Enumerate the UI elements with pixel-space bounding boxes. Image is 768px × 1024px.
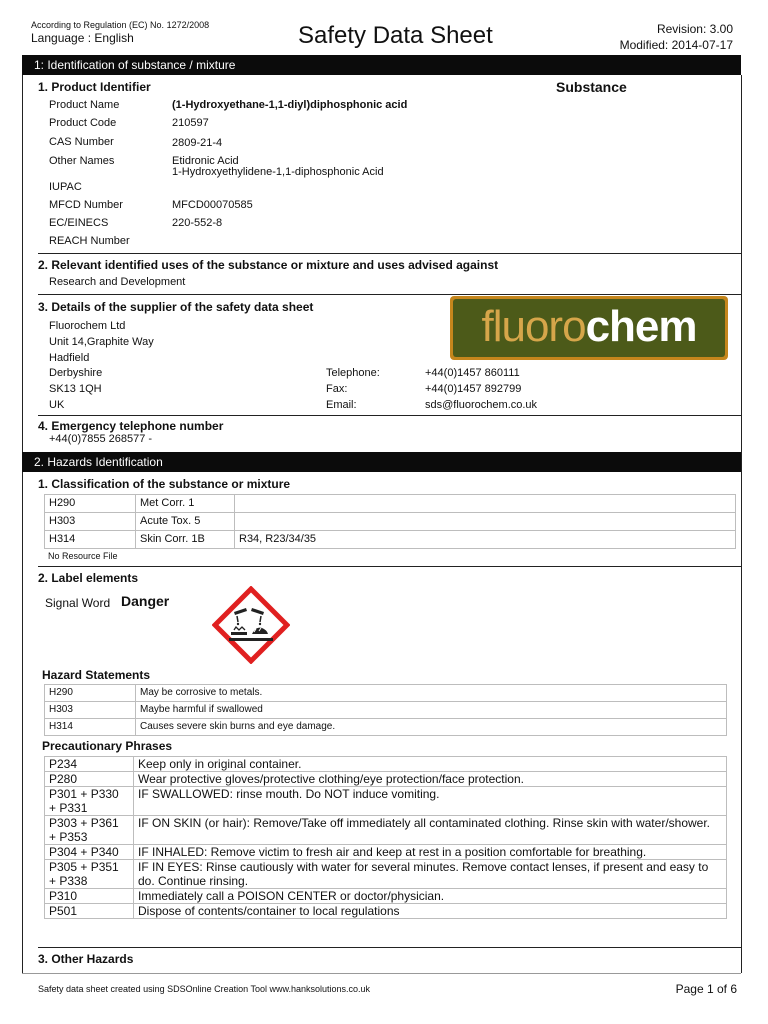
class-category: Met Corr. 1 bbox=[136, 495, 235, 513]
supplier-address-2: Hadfield bbox=[49, 352, 90, 364]
precaution-code: P304 + P340 bbox=[45, 845, 134, 860]
supplier-address-1: Unit 14,Graphite Way bbox=[49, 336, 154, 348]
other-names-value-2: 1-Hydroxyethylidene-1,1-diphosphonic Acid bbox=[172, 166, 384, 178]
right-border bbox=[741, 75, 742, 973]
section-2-bar: 2. Hazards Identification bbox=[22, 452, 741, 472]
label-elements-heading: 2. Label elements bbox=[38, 571, 139, 585]
class-risk bbox=[235, 495, 736, 513]
product-name-value: (1-Hydroxyethane-1,1-diyl)diphosphonic acid bbox=[172, 99, 408, 111]
precaution-text: Wear protective gloves/protective clothing/eye protection/face protection. bbox=[134, 772, 727, 787]
fax-value: +44(0)1457 892799 bbox=[425, 383, 522, 395]
emergency-number: +44(0)7855 268577 - bbox=[49, 433, 153, 445]
hazard-text: Maybe harmful if swallowed bbox=[136, 702, 727, 719]
table-row bbox=[45, 772, 727, 787]
supplier-address-3: Derbyshire bbox=[49, 367, 103, 379]
divider bbox=[38, 294, 741, 295]
precaution-text: IF INHALED: Remove victim to fresh air and keep at rest in a position comfortable for breathing. bbox=[134, 845, 727, 860]
hazard-statements-table bbox=[44, 684, 727, 736]
class-category: Acute Tox. 5 bbox=[136, 513, 235, 531]
table-row bbox=[45, 816, 727, 845]
fax-label: Fax: bbox=[326, 383, 348, 395]
class-code: H303 bbox=[45, 513, 136, 531]
hazard-text: May be corrosive to metals. bbox=[136, 685, 727, 702]
precaution-text: IF ON SKIN (or hair): Remove/Take off immediately all contaminated clothing. Rinse skin with water/shower. bbox=[134, 816, 727, 845]
table-row bbox=[45, 787, 727, 816]
table-row bbox=[45, 702, 727, 719]
page-number: Page 1 of 6 bbox=[675, 982, 737, 996]
signal-word-value: Danger bbox=[121, 593, 170, 609]
revision-label: Revision: 3.00 bbox=[656, 22, 733, 36]
hazard-code: H290 bbox=[45, 685, 136, 702]
table-row bbox=[45, 757, 727, 772]
precaution-text: Keep only in original container. bbox=[134, 757, 727, 772]
precaution-code: P501 bbox=[45, 904, 134, 919]
classification-table bbox=[44, 494, 736, 549]
supplier-name: Fluorochem Ltd bbox=[49, 320, 126, 332]
hazard-text: Causes severe skin burns and eye damage. bbox=[136, 719, 727, 736]
precaution-text: Immediately call a POISON CENTER or doctor/physician. bbox=[134, 889, 727, 904]
table-row bbox=[45, 904, 727, 919]
table-row bbox=[45, 685, 727, 702]
table-row bbox=[45, 860, 727, 889]
supplier-heading: 3. Details of the supplier of the safety data sheet bbox=[38, 300, 314, 314]
language-label: Language : English bbox=[31, 31, 134, 45]
uses-text: Research and Development bbox=[49, 276, 186, 288]
precautionary-heading: Precautionary Phrases bbox=[42, 739, 173, 753]
signal-word-label: Signal Word bbox=[45, 596, 111, 610]
corrosion-pictogram-icon bbox=[212, 586, 290, 664]
precaution-code: P301 + P330 + P331 bbox=[45, 787, 134, 816]
email-value[interactable]: sds@fluorochem.co.uk bbox=[425, 399, 538, 411]
cas-number-label: CAS Number bbox=[49, 136, 114, 148]
hazard-statements-heading: Hazard Statements bbox=[42, 668, 151, 682]
hazard-code: H314 bbox=[45, 719, 136, 736]
reach-number-label: REACH Number bbox=[49, 235, 130, 247]
precaution-code: P280 bbox=[45, 772, 134, 787]
divider bbox=[38, 566, 741, 567]
precaution-code: P305 + P351 + P338 bbox=[45, 860, 134, 889]
class-risk bbox=[235, 513, 736, 531]
class-code: H314 bbox=[45, 531, 136, 549]
supplier-country: UK bbox=[49, 399, 65, 411]
section-1-bar: 1: Identification of substance / mixture bbox=[22, 55, 741, 75]
iupac-label: IUPAC bbox=[49, 181, 82, 193]
class-category: Skin Corr. 1B bbox=[136, 531, 235, 549]
divider bbox=[38, 415, 741, 416]
telephone-label: Telephone: bbox=[326, 367, 380, 379]
mfcd-label: MFCD Number bbox=[49, 199, 123, 211]
precaution-code: P303 + P361 + P353 bbox=[45, 816, 134, 845]
precaution-code: P310 bbox=[45, 889, 134, 904]
table-row bbox=[45, 495, 736, 513]
substance-type: Substance bbox=[556, 79, 627, 95]
class-risk: R34, R23/34/35 bbox=[235, 531, 736, 549]
precaution-text: Dispose of contents/container to local regulations bbox=[134, 904, 727, 919]
table-row bbox=[45, 889, 727, 904]
emergency-heading: 4. Emergency telephone number bbox=[38, 419, 224, 433]
footer-credit: Safety data sheet created using SDSOnline Creation Tool www.hanksolutions.co.uk bbox=[38, 984, 371, 994]
page-title: Safety Data Sheet bbox=[298, 22, 493, 49]
classification-heading: 1. Classification of the substance or mixture bbox=[38, 477, 291, 491]
regulation-note: According to Regulation (EC) No. 1272/2008 bbox=[31, 20, 210, 30]
product-name-label: Product Name bbox=[49, 99, 120, 111]
table-row bbox=[45, 531, 736, 549]
logo-panel bbox=[453, 299, 725, 357]
product-code-value: 210597 bbox=[172, 117, 209, 129]
resource-note: No Resource File bbox=[48, 551, 118, 561]
fluorochem-logo bbox=[450, 296, 728, 360]
product-identifier-heading: 1. Product Identifier bbox=[38, 80, 151, 94]
product-code-label: Product Code bbox=[49, 117, 117, 129]
left-border bbox=[22, 75, 23, 973]
logo-text-chem: chem bbox=[585, 302, 697, 351]
cas-number-value: 2809-21-4 bbox=[172, 137, 223, 149]
precautionary-table bbox=[44, 756, 727, 919]
email-label: Email: bbox=[326, 399, 357, 411]
telephone-value: +44(0)1457 860111 bbox=[425, 367, 520, 379]
table-row bbox=[45, 845, 727, 860]
hazard-code: H303 bbox=[45, 702, 136, 719]
precaution-code: P234 bbox=[45, 757, 134, 772]
other-hazards-heading: 3. Other Hazards bbox=[38, 952, 134, 966]
supplier-postcode: SK13 1QH bbox=[49, 383, 102, 395]
divider bbox=[38, 253, 741, 254]
modified-date: Modified: 2014-07-17 bbox=[619, 38, 733, 52]
ec-einecs-label: EC/EINECS bbox=[49, 217, 109, 229]
footer-line bbox=[22, 973, 741, 974]
logo-text-fluoro: fluoro bbox=[481, 302, 586, 351]
other-names-value: Etidronic Acid bbox=[172, 155, 239, 167]
class-code: H290 bbox=[45, 495, 136, 513]
other-names-label: Other Names bbox=[49, 155, 115, 167]
divider bbox=[38, 947, 741, 948]
uses-heading: 2. Relevant identified uses of the substance or mixture and uses advised against bbox=[38, 258, 499, 272]
mfcd-value: MFCD00070585 bbox=[172, 199, 253, 211]
precaution-text: IF SWALLOWED: rinse mouth. Do NOT induce vomiting. bbox=[134, 787, 727, 816]
precaution-text: IF IN EYES: Rinse cautiously with water for several minutes. Remove contact lenses, if present and easy to do. Continue rinsing. bbox=[134, 860, 727, 889]
table-row bbox=[45, 513, 736, 531]
table-row bbox=[45, 719, 727, 736]
ec-einecs-value: 220-552-8 bbox=[172, 217, 223, 229]
